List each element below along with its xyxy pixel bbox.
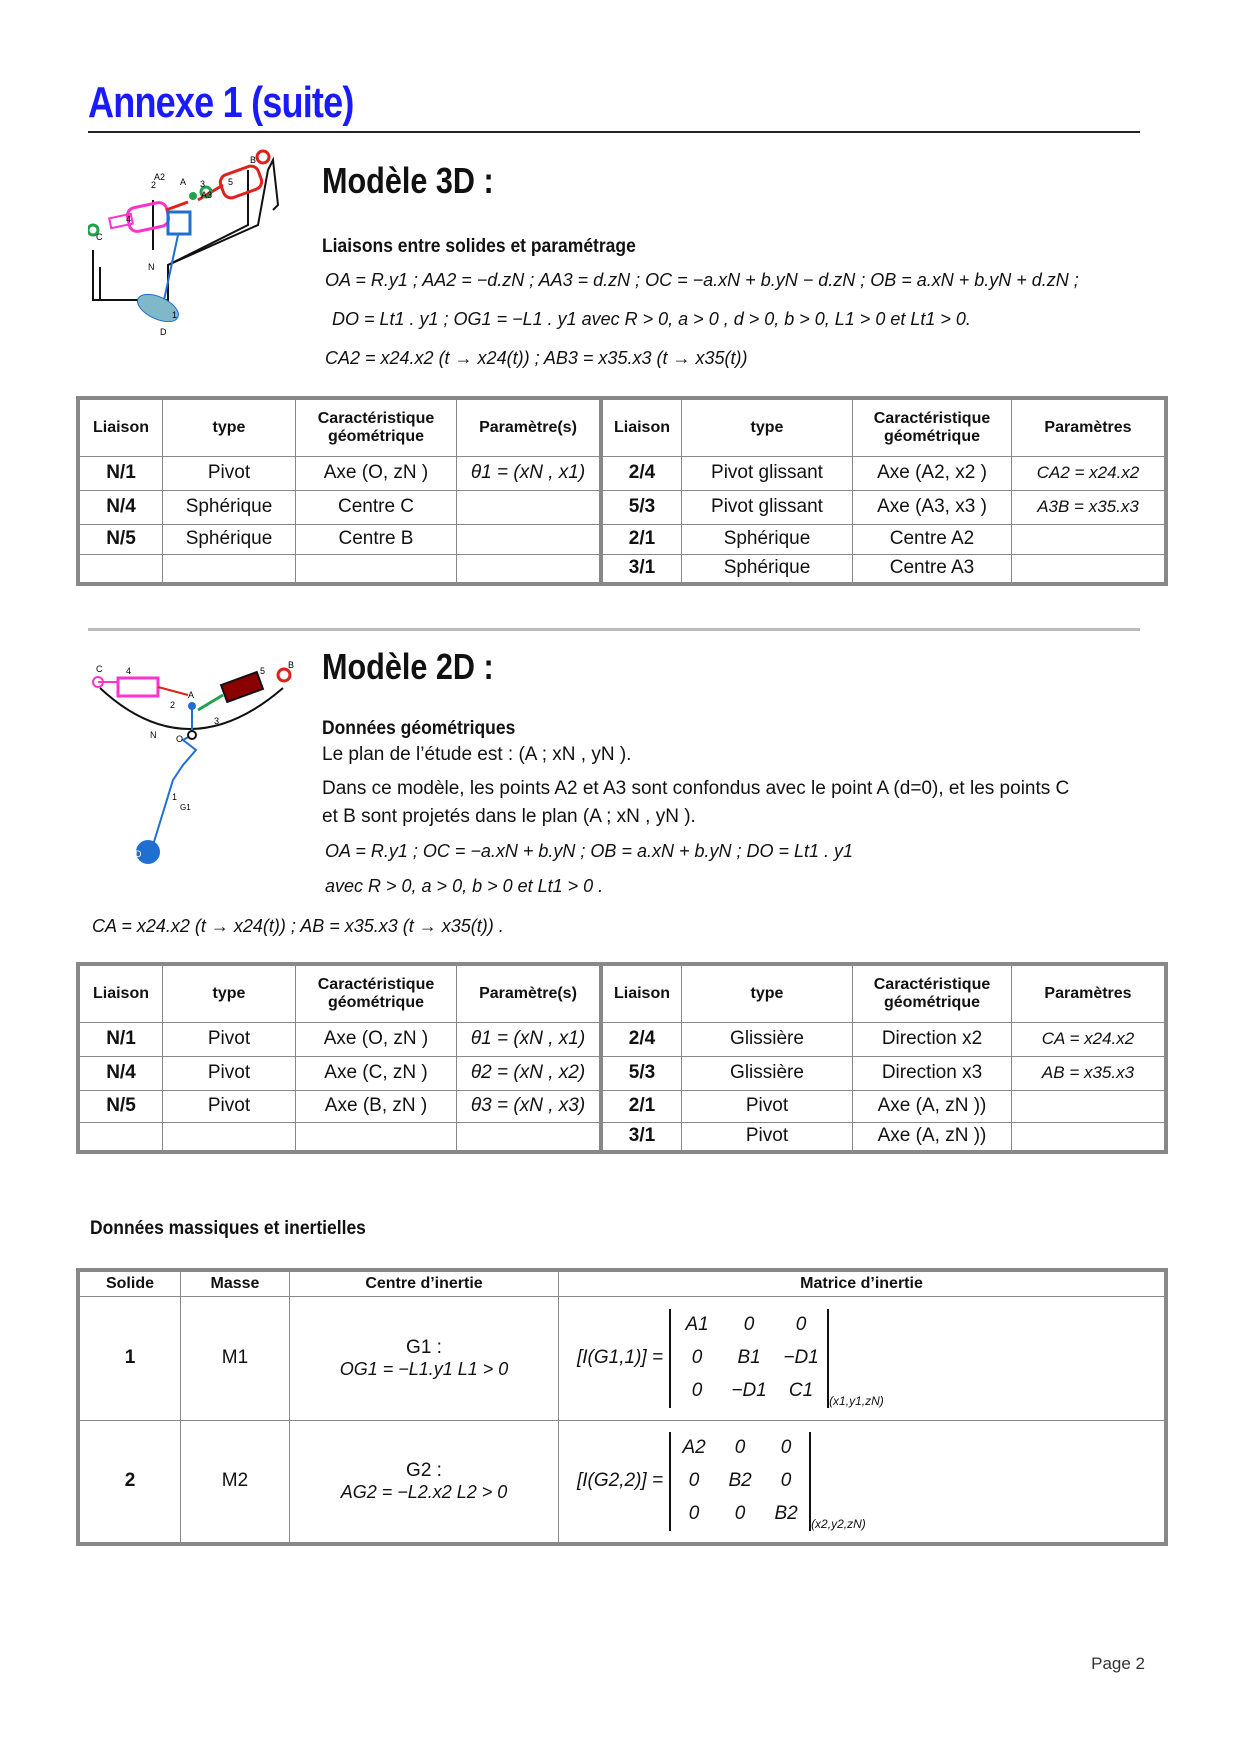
cell-solide: 2 — [78, 1420, 181, 1544]
label-d: D — [160, 327, 167, 337]
label-4: 4 — [126, 666, 132, 676]
cell: 2/1 — [601, 524, 682, 554]
label-a: A — [188, 690, 195, 700]
th-liaison: Liaison — [78, 398, 163, 456]
cell: Sphérique — [682, 524, 853, 554]
cell-masse: M1 — [181, 1296, 290, 1420]
cell — [1012, 554, 1167, 584]
mass-title: Données massiques et inertielles — [90, 1218, 366, 1239]
cell: Centre C — [296, 490, 457, 524]
cell — [78, 554, 163, 584]
model-2d-title: Modèle 2D : — [322, 646, 494, 687]
m: B2 — [728, 1470, 752, 1492]
m: 0 — [691, 1380, 703, 1401]
model-3d-subtitle: Liaisons entre solides et paramétrage — [322, 236, 636, 257]
label-2: 2 — [151, 180, 157, 190]
cell — [163, 1122, 296, 1152]
th-centre: Centre d’inertie — [290, 1270, 559, 1296]
m: 0 — [743, 1314, 755, 1335]
matrix — [669, 1309, 829, 1408]
cell: Axe (A3, x3 ) — [853, 490, 1012, 524]
model-2d-diagram — [88, 660, 313, 885]
cell: N/1 — [78, 1022, 163, 1056]
cell — [457, 554, 602, 584]
th-carac-2: Caractéristique géométrique — [853, 398, 1012, 456]
m: 0 — [734, 1437, 746, 1459]
label-4: 4 — [126, 214, 132, 224]
label-3: 3 — [200, 179, 206, 189]
cell: CA2 = x24.x2 — [1012, 456, 1167, 490]
cell: 5/3 — [601, 490, 682, 524]
th-param: Paramètre(s) — [457, 398, 602, 456]
label-c: C — [96, 232, 103, 242]
m: 0 — [691, 1347, 703, 1368]
cell: N/5 — [78, 524, 163, 554]
label-b: B — [250, 155, 257, 165]
cell — [457, 524, 602, 554]
label-o: O — [176, 734, 184, 744]
label-n: N — [150, 730, 157, 740]
model-2d-subtitle: Données géométriques — [322, 718, 516, 739]
label-1: 1 — [172, 792, 178, 802]
th-solide: Solide — [78, 1270, 181, 1296]
th-carac-2: Caractéristique géométrique — [853, 964, 1012, 1022]
th-liaison-2: Liaison — [601, 398, 682, 456]
matrix-label: [I(G2,2)] = — [577, 1470, 664, 1492]
cell: AB = x35.x3 — [1012, 1056, 1167, 1090]
model-2d-eq3: CA = x24.x2 (t → x24(t)) ; AB = x35.x3 (t → x35(t)) . — [92, 916, 504, 936]
m: 0 — [795, 1314, 807, 1335]
cell: Axe (C, zN ) — [296, 1056, 457, 1090]
m: 0 — [688, 1503, 700, 1525]
cell: Axe (A, zN )) — [853, 1122, 1012, 1152]
cell: Pivot glissant — [682, 456, 853, 490]
cell: N/4 — [78, 490, 163, 524]
page-number: Page 2 — [1091, 1654, 1145, 1673]
centre-label: G2 : — [406, 1459, 442, 1481]
centre-label: G1 : — [406, 1336, 442, 1358]
m: 0 — [780, 1470, 792, 1492]
label-a3: A3 — [201, 190, 213, 200]
cell: Pivot — [163, 456, 296, 490]
cell: Sphérique — [163, 490, 296, 524]
cell: Sphérique — [163, 524, 296, 554]
model-2d-eq1: OA = R.y1 ; OC = −a.xN + b.yN ; OB = a.xN + b.yN ; DO = Lt1 . y1 — [325, 841, 854, 861]
th-params-2: Paramètres — [1012, 964, 1167, 1022]
cell: Pivot — [163, 1056, 296, 1090]
cell — [1012, 1090, 1167, 1122]
mass-table — [76, 1268, 1168, 1546]
label-5: 5 — [260, 666, 266, 676]
cell: 2/4 — [601, 1022, 682, 1056]
cell: N/4 — [78, 1056, 163, 1090]
m: −D1 — [731, 1380, 767, 1401]
th-carac: Caractéristique géométrique — [296, 398, 457, 456]
cell-centre — [290, 1296, 559, 1420]
label-a: A — [180, 177, 187, 187]
cell-masse: M2 — [181, 1420, 290, 1544]
cell: Pivot glissant — [682, 490, 853, 524]
label-2: 2 — [170, 700, 176, 710]
th-param: Paramètre(s) — [457, 964, 602, 1022]
cell: Axe (O, zN ) — [296, 1022, 457, 1056]
th-liaison: Liaison — [78, 964, 163, 1022]
model-2d-table — [76, 962, 1168, 1154]
cell: Direction x2 — [853, 1022, 1012, 1056]
label-g1: G1 — [180, 803, 191, 812]
m: A2 — [682, 1437, 706, 1459]
label-c: C — [96, 664, 103, 674]
cell — [163, 554, 296, 584]
cell: Centre A2 — [853, 524, 1012, 554]
matrix — [669, 1432, 811, 1531]
cell-centre — [290, 1420, 559, 1544]
cell — [1012, 524, 1167, 554]
cell: Pivot — [682, 1122, 853, 1152]
cell: Pivot — [682, 1090, 853, 1122]
title-rule — [88, 131, 1140, 133]
th-type: type — [163, 398, 296, 456]
cell — [296, 1122, 457, 1152]
th-type: type — [163, 964, 296, 1022]
cell — [1012, 1122, 1167, 1152]
model-3d-table — [76, 396, 1168, 586]
model-3d-eq1: OA = R.y1 ; AA2 = −d.zN ; AA3 = d.zN ; OC = −a.xN + b.yN − d.zN ; OB = a.xN + b.yN + d.zN ; — [325, 270, 1079, 290]
m: B1 — [737, 1347, 761, 1368]
cell: Axe (A2, x2 ) — [853, 456, 1012, 490]
label-n: N — [148, 262, 155, 272]
matrix-basis: (x2,y2,zN) — [811, 1516, 866, 1531]
matrix-label: [I(G1,1)] = — [577, 1347, 664, 1368]
cell: 3/1 — [601, 554, 682, 584]
cell: 2/4 — [601, 456, 682, 490]
m: A1 — [685, 1314, 709, 1335]
cell: Centre B — [296, 524, 457, 554]
m: 0 — [780, 1437, 792, 1459]
cell: θ3 = (xN , x3) — [457, 1090, 602, 1122]
cell-matrix — [559, 1420, 1167, 1544]
model-2d-line1: Le plan de l’étude est : (A ; xN , yN ). — [322, 744, 632, 765]
cell: θ1 = (xN , x1) — [457, 1022, 602, 1056]
model-2d-eq2: avec R > 0, a > 0, b > 0 et Lt1 > 0 . — [325, 876, 604, 896]
cell: 2/1 — [601, 1090, 682, 1122]
page-title: Annexe 1 (suite) — [88, 78, 354, 127]
cell — [457, 490, 602, 524]
model-2d-line2: Dans ce modèle, les points A2 et A3 sont confondus avec le point A (d=0), et les points C — [322, 778, 1070, 799]
th-carac: Caractéristique géométrique — [296, 964, 457, 1022]
m: B2 — [774, 1503, 798, 1525]
matrix-basis: (x1,y1,zN) — [829, 1393, 884, 1408]
cell-solide: 1 — [78, 1296, 181, 1420]
cell: Glissière — [682, 1022, 853, 1056]
m: −D1 — [783, 1347, 819, 1368]
label-3: 3 — [214, 716, 220, 726]
cell: Sphérique — [682, 554, 853, 584]
model-3d-eq2: DO = Lt1 . y1 ; OG1 = −L1 . y1 avec R > 0, a > 0 , d > 0, b > 0, L1 > 0 et Lt1 > 0. — [332, 309, 971, 329]
cell: Centre A3 — [853, 554, 1012, 584]
th-type-2: type — [682, 398, 853, 456]
cell: A3B = x35.x3 — [1012, 490, 1167, 524]
model-3d-title: Modèle 3D : — [322, 160, 494, 201]
th-masse: Masse — [181, 1270, 290, 1296]
cell — [78, 1122, 163, 1152]
model-3d-eq3: CA2 = x24.x2 (t → x24(t)) ; AB3 = x35.x3 (t → x35(t)) — [325, 348, 748, 368]
label-a2: A2 — [154, 172, 166, 182]
cell-matrix — [559, 1296, 1167, 1420]
cell: Glissière — [682, 1056, 853, 1090]
model-2d-line3: et B sont projetés dans le plan (A ; xN , yN ). — [322, 806, 696, 827]
cell: CA = x24.x2 — [1012, 1022, 1167, 1056]
label-d: D — [135, 849, 142, 859]
cell: Pivot — [163, 1090, 296, 1122]
cell: Direction x3 — [853, 1056, 1012, 1090]
m: 0 — [688, 1470, 700, 1492]
th-liaison-2: Liaison — [601, 964, 682, 1022]
cell: θ2 = (xN , x2) — [457, 1056, 602, 1090]
cell: N/1 — [78, 456, 163, 490]
label-1: 1 — [172, 310, 178, 320]
th-type-2: type — [682, 964, 853, 1022]
cell: θ1 = (xN , x1) — [457, 456, 602, 490]
cell — [296, 554, 457, 584]
cell: Pivot — [163, 1022, 296, 1056]
th-matrice: Matrice d’inertie — [559, 1270, 1167, 1296]
section-divider — [88, 628, 1140, 631]
model-3d-diagram — [88, 140, 313, 365]
label-b: B — [288, 660, 295, 670]
centre-eq: OG1 = −L1.y1 L1 > 0 — [339, 1358, 509, 1379]
th-params-2: Paramètres — [1012, 398, 1167, 456]
label-5: 5 — [228, 177, 234, 187]
cell: N/5 — [78, 1090, 163, 1122]
cell: Axe (O, zN ) — [296, 456, 457, 490]
cell — [457, 1122, 602, 1152]
cell: 5/3 — [601, 1056, 682, 1090]
cell: Axe (A, zN )) — [853, 1090, 1012, 1122]
cell: 3/1 — [601, 1122, 682, 1152]
m: C1 — [788, 1380, 814, 1401]
m: 0 — [734, 1503, 746, 1525]
centre-eq: AG2 = −L2.x2 L2 > 0 — [340, 1481, 508, 1502]
cell: Axe (B, zN ) — [296, 1090, 457, 1122]
